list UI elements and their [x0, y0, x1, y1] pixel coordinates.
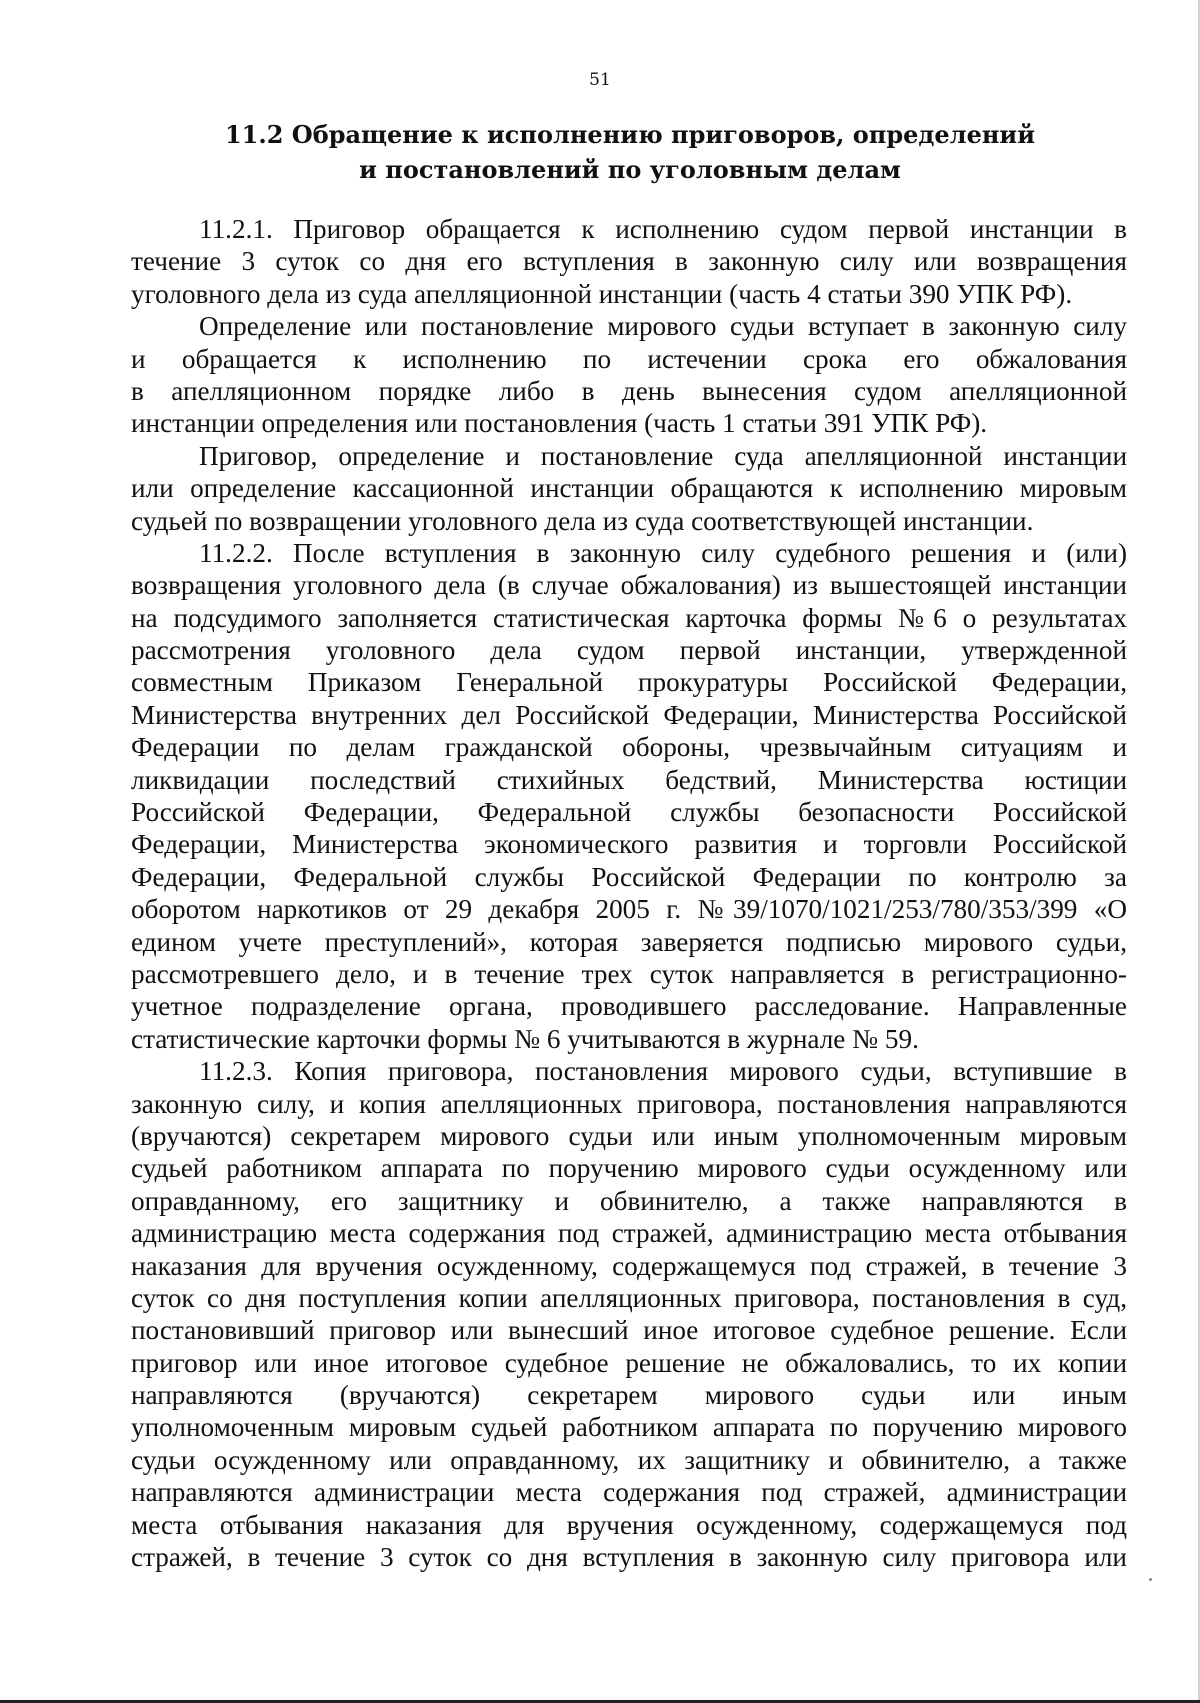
text-line: постановивший приговор или вынесший иное итоговое судебное решение. Если	[131, 1315, 1127, 1346]
text-line: 11.2.3. Копия приговора, постановления мирового судьи, вступившие в	[199, 1056, 1127, 1087]
text-line: рассмотрения уголовного дела судом первой инстанции, утвержденной	[131, 635, 1127, 666]
section-heading	[200, 117, 1060, 187]
section-heading-line-1: 11.2 Обращение к исполнению приговоров, определений	[224, 120, 1036, 149]
text-line: 11.2.2. После вступления в законную силу судебного решения и (или)	[199, 537, 1127, 568]
text-line: Определение или постановление мирового судьи вступает в законную силу	[199, 311, 1127, 342]
text-line: в апелляционном порядке либо в день вынесения судом апелляционной	[131, 375, 1127, 406]
text-line: суток со дня поступления копии апелляционных приговора, постановления в суд,	[131, 1282, 1127, 1313]
text-line: инстанции определения или постановления (часть 1 статьи 391 УПК РФ).	[131, 408, 988, 439]
text-line: наказания для вручения осужденному, содержащемуся под стражей, в течение 3	[131, 1250, 1127, 1281]
text-line: оборотом наркотиков от 29 декабря 2005 г. №39/1070/1021/253/780/353/399 «О	[131, 894, 1127, 925]
text-line: места отбывания наказания для вручения осужденному, содержащемуся под	[131, 1509, 1127, 1540]
text-line: 11.2.1. Приговор обращается к исполнению судом первой инстанции в	[199, 214, 1127, 244]
text-line: (вручаются) секретарем мирового судьи или иным уполномоченным мировым	[131, 1120, 1127, 1151]
text-line: на подсудимого заполняется статистическая карточка формы №6 о результатах	[131, 602, 1127, 633]
text-line: возвращения уголовного дела (в случае обжалования) из вышестоящей инстанции	[131, 570, 1127, 601]
text-line: уголовного дела из суда апелляционной инстанции (часть 4 статьи 390 УПК РФ).	[131, 278, 1073, 309]
text-line: направляются (вручаются) секретарем мирового судьи или иным	[131, 1380, 1127, 1411]
text-line: едином учете преступлений», которая заверяется подписью мирового судьи,	[131, 926, 1127, 957]
text-line: Федерации, Федеральной службы Российской Федерации по контролю за	[131, 861, 1127, 892]
text-line: судьей по возвращении уголовного дела из суда соответствующей инстанции.	[131, 505, 1034, 536]
text-line: уполномоченным мировым судьей работником аппарата по поручению мирового	[131, 1412, 1127, 1443]
text-line: ликвидации последствий стихийных бедствий, Министерства юстиции	[131, 764, 1127, 795]
text-line: законную силу, и копия апелляционных приговора, постановления направляются	[131, 1088, 1127, 1119]
scan-speck	[1149, 1578, 1152, 1581]
page-number: 51	[589, 70, 611, 90]
text-line: оправданному, его защитнику и обвинителю, а также направляются в	[131, 1185, 1127, 1216]
text-line: администрацию места содержания под стражей, администрацию места отбывания	[131, 1218, 1127, 1249]
text-line: рассмотревшего дело, и в течение трех суток направляется в регистрационно-	[131, 958, 1127, 989]
text-line: Приговор, определение и постановление суда апелляционной инстанции	[199, 440, 1127, 471]
document-body	[131, 213, 1127, 1573]
text-line: Министерства внутренних дел Российской Федерации, Министерства Российской	[131, 699, 1127, 730]
text-line: Российской Федерации, Федеральной службы безопасности Российской	[131, 797, 1127, 828]
text-line: совместным Приказом Генеральной прокуратуры Российской Федерации,	[131, 667, 1127, 698]
text-line: стражей, в течение 3 суток со дня вступления в законную силу приговора или	[131, 1542, 1127, 1573]
text-line: течение 3 суток со дня его вступления в законную силу или возвращения	[131, 246, 1127, 277]
text-line: судьи осужденному или оправданному, их защитнику и обвинителю, а также	[131, 1444, 1127, 1475]
text-line: Федерации по делам гражданской обороны, чрезвычайным ситуациям и	[131, 732, 1127, 763]
text-line: или определение кассационной инстанции обращаются к исполнению мировым	[131, 473, 1127, 504]
text-line: и обращается к исполнению по истечении срока его обжалования	[131, 343, 1127, 374]
section-heading-line-2: и постановлений по уголовным делам	[359, 155, 901, 184]
text-line: направляются администрации места содержания под стражей, администрации	[131, 1477, 1127, 1508]
text-line: судьей работником аппарата по поручению мирового судьи осужденному или	[131, 1153, 1127, 1184]
text-line: приговор или иное итоговое судебное решение не обжаловались, то их копии	[131, 1347, 1127, 1378]
text-line: статистические карточки формы № 6 учитываются в журнале № 59.	[131, 1023, 919, 1054]
text-line: Федерации, Министерства экономического развития и торговли Российской	[131, 829, 1127, 860]
text-line: учетное подразделение органа, проводившего расследование. Направленные	[131, 991, 1127, 1022]
